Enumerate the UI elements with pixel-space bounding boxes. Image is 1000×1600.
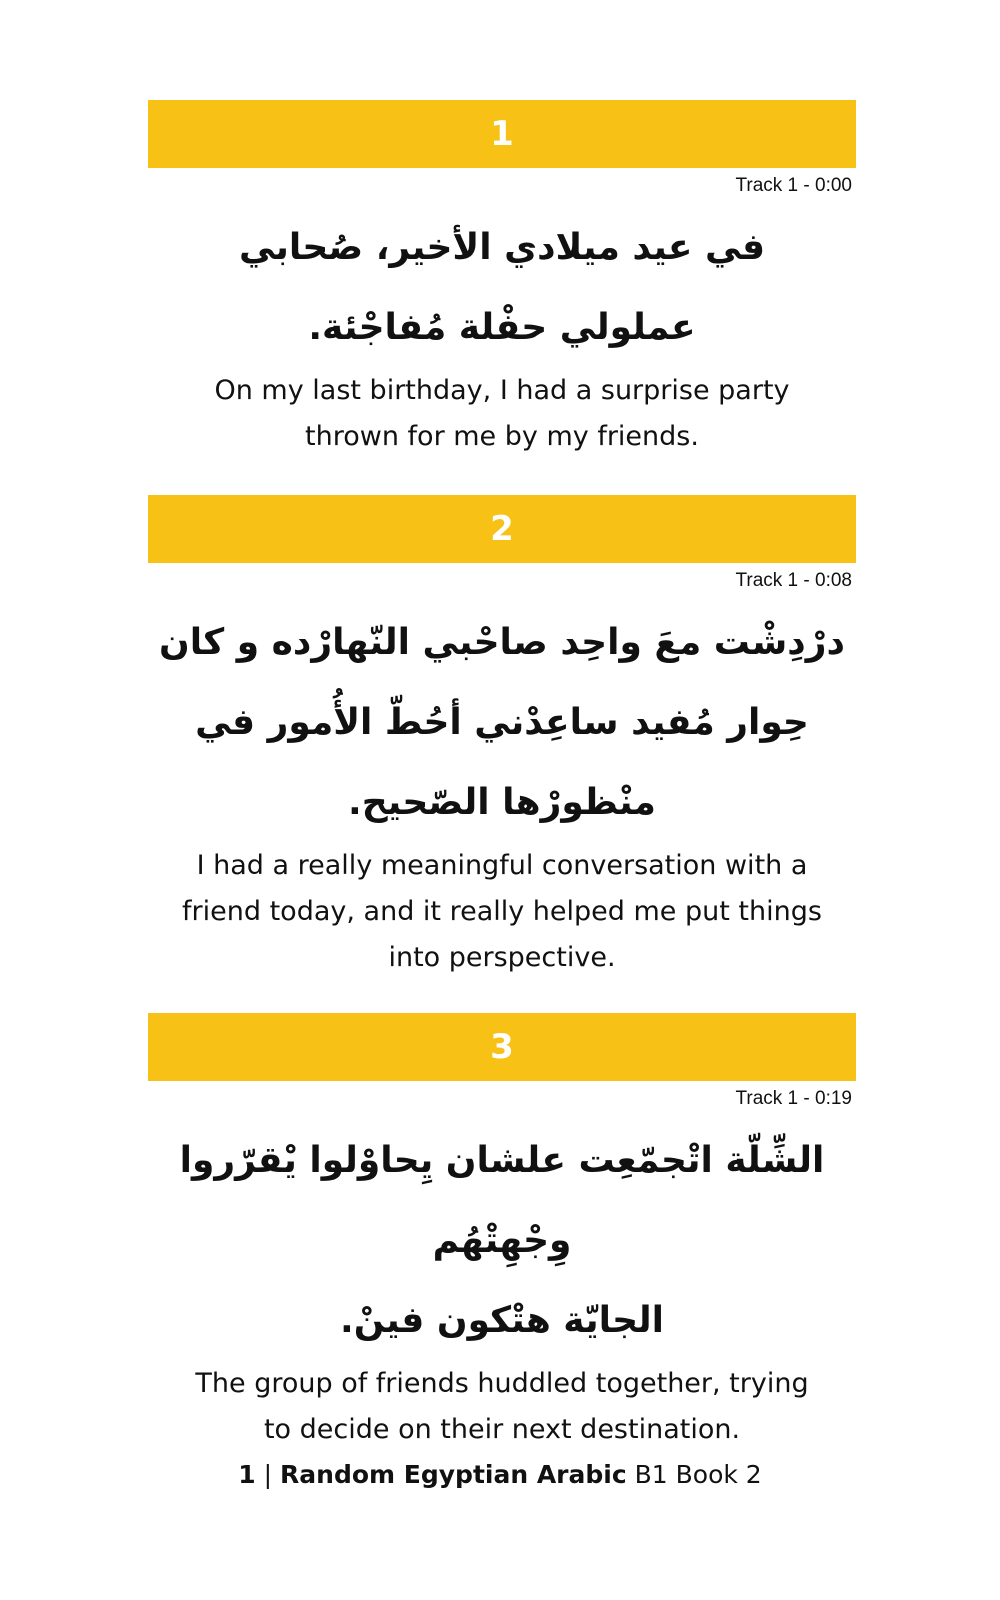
english-line: The group of friends huddled together, trying (195, 1368, 809, 1399)
section-number-banner (148, 1013, 856, 1081)
section-number: 3 (490, 1027, 514, 1067)
english-translation (148, 843, 856, 981)
arabic-sentence (148, 603, 856, 843)
arabic-line: درْدِشْت معَ واحِد صاحْبي النّهارْده و كان (159, 622, 845, 663)
sentence-section-1 (148, 100, 856, 460)
english-line: thrown for me by my friends. (305, 421, 699, 452)
english-translation (148, 1361, 856, 1453)
section-number: 1 (490, 114, 514, 154)
arabic-line: الجايّة هتْكون فينْ. (340, 1300, 664, 1341)
book-level: B1 Book 2 (634, 1460, 762, 1489)
english-line: I had a really meaningful conversation with a (196, 850, 808, 881)
arabic-line: حِوار مُفيد ساعِدْني أحُطّ الأُمور في (195, 702, 809, 743)
english-line: to decide on their next destination. (263, 1414, 741, 1445)
audio-track-timestamp: Track 1 - 0:19 (735, 1088, 852, 1109)
section-number-banner (148, 495, 856, 563)
audio-track-timestamp: Track 1 - 0:08 (735, 570, 852, 591)
footer-separator: | (263, 1460, 273, 1489)
english-line: friend today, and it really helped me put things (182, 896, 822, 927)
sentence-section-3 (148, 1013, 856, 1453)
arabic-line: في عيد ميلادي الأخير، صُحابي (238, 227, 766, 268)
section-number-banner (148, 100, 856, 168)
page-footer (0, 1460, 1000, 1489)
arabic-line: عملولي حفْلة مُفاجْئة. (308, 307, 696, 348)
arabic-line: الشِّلّة اتْجمّعِت علشان يِحاوْلوا يْقرّروا وِجْهِتْهُم (179, 1140, 825, 1261)
book-title: Random Egyptian Arabic (280, 1460, 627, 1489)
arabic-sentence (148, 1121, 856, 1361)
section-number: 2 (490, 509, 514, 549)
english-line: into perspective. (388, 942, 616, 973)
sentence-section-2 (148, 495, 856, 981)
arabic-sentence (148, 208, 856, 368)
english-translation (148, 368, 856, 460)
audio-track-timestamp: Track 1 - 0:00 (735, 175, 852, 196)
arabic-line: منْظورْها الصّحيح. (348, 782, 656, 823)
english-line: On my last birthday, I had a surprise party (214, 375, 790, 406)
page-number: 1 (238, 1460, 256, 1489)
